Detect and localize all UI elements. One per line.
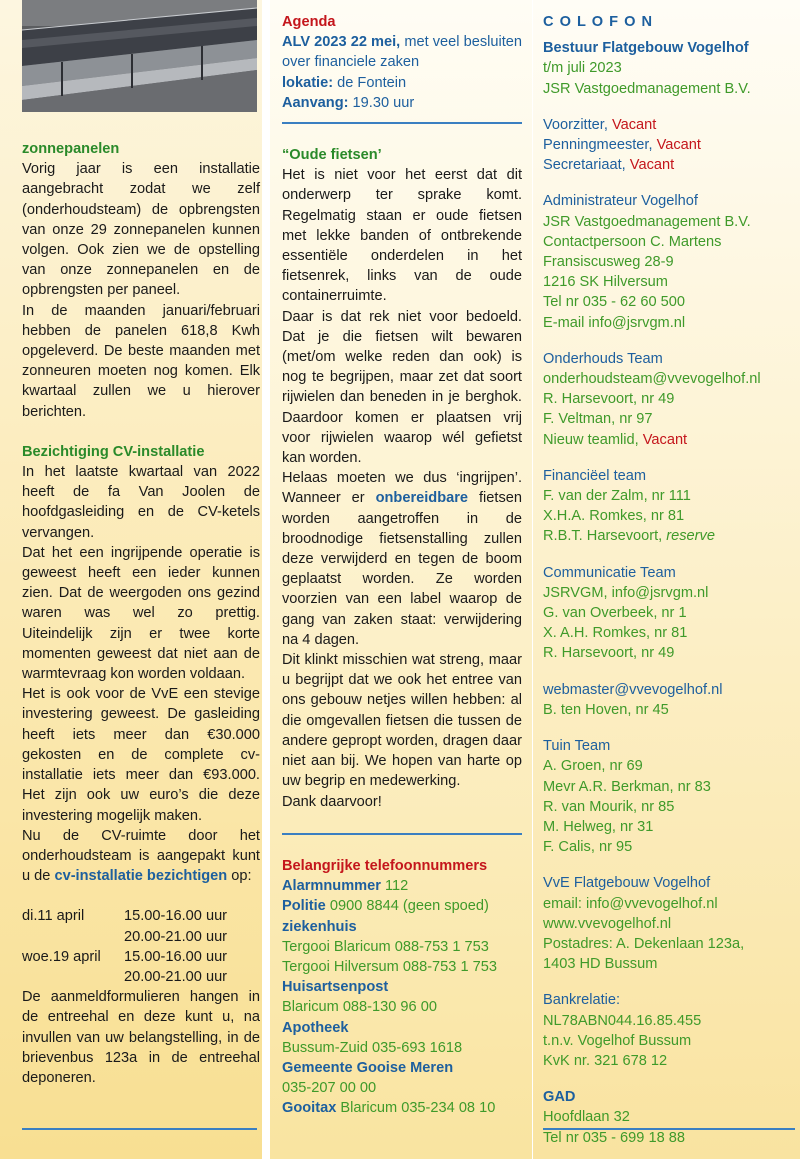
agenda-alv-text: met veel besluiten over financiele zaken bbox=[282, 34, 523, 71]
telefoon-gooitax-label: Gooitax bbox=[282, 1100, 337, 1117]
cv-section bbox=[22, 442, 260, 1088]
administrateur-title: Administrateur Vogelhof bbox=[543, 193, 698, 210]
schedule-day: di.11 april bbox=[22, 908, 85, 925]
onderhoud-new-member bbox=[543, 430, 795, 450]
cv-paragraph-2: Dat het een ingrijpende operatie is geweest heeft een ieder kunnen zien. Dat de weergoden ons gezind waren was wel zo prettig. Uiteindelijk zijn er twee korte momenten geweest dat niet aan de warmtevraag kon worden voldaan. bbox=[22, 544, 260, 683]
tuin-member: Mevr A.R. Berkman, nr 83 bbox=[543, 778, 711, 795]
cv-title: Bezichtiging CV-installatie bbox=[22, 443, 205, 460]
schedule-day bbox=[22, 927, 124, 947]
bestuur-line: JSR Vastgoedmanagement B.V. bbox=[543, 80, 751, 97]
telefoon-alarm bbox=[282, 876, 522, 896]
column-agenda-fietsen bbox=[270, 0, 532, 1159]
vve-title: VvE Flatgebouw Vogelhof bbox=[543, 875, 711, 892]
administrateur-line: 1216 SK Hilversum bbox=[543, 274, 668, 291]
solar-panels-icon bbox=[22, 0, 257, 112]
agenda-section bbox=[282, 12, 522, 113]
bestuur-line: t/m juli 2023 bbox=[543, 60, 622, 77]
schedule-time: 20.00-21.00 uur bbox=[124, 968, 228, 985]
telefoon-huisartsenpost-value: Blaricum 088-130 96 00 bbox=[282, 999, 437, 1016]
telefoon-huisartsenpost-label: Huisartsenpost bbox=[282, 979, 389, 996]
administrateur-line: JSR Vastgoedmanagement B.V. bbox=[543, 213, 751, 230]
fietsen-paragraph-5: Dank daarvoor! bbox=[282, 793, 382, 810]
colofon-divider-line bbox=[543, 1128, 795, 1130]
fietsen-title: “Oude fietsen’ bbox=[282, 147, 382, 163]
zonnepanelen-paragraph-1: Vorig jaar is een installatie aangebracht zodat we zelf (onderhoudsteam) de opbrengsten van onze 29 zonnepanelen kunnen volgen. Ook zien we de opstelling van onze zonnepanelen en de opbrengsten per paneel. bbox=[22, 161, 260, 299]
telefoon-gemeente-label: Gemeente Gooise Meren bbox=[282, 1060, 454, 1077]
role-label: Voorzitter, bbox=[543, 116, 612, 133]
fietsen-paragraph-4: Dit klinkt misschien wat streng, maar u begrijpt dat we ook het entree van ons gebouw netjes willen hebben: al die omgevallen fietsen die tussen de andere gepropt worden, dragen daar niet aan bij. We hopen van harte op uw begrip en medewerking. bbox=[282, 652, 522, 790]
telefoon-gemeente-value: 035-207 00 00 bbox=[282, 1080, 377, 1097]
colofon-title: C O L O F O N bbox=[543, 14, 654, 30]
schedule-row bbox=[22, 927, 227, 947]
agenda-divider-line bbox=[282, 122, 522, 124]
telefoon-apotheek-value: Bussum-Zuid 035-693 1618 bbox=[282, 1039, 463, 1056]
fietsen-divider-line bbox=[282, 833, 522, 835]
fietsen-section bbox=[282, 145, 522, 812]
zonnepanelen-title: zonnepanelen bbox=[22, 141, 120, 157]
telefoon-alarm-label: Alarmnummer bbox=[282, 878, 381, 895]
cv-paragraph-1: In het laatste kwartaal van 2022 heeft de fa Van Joolen de hoofdgasleiding en de CV-ketels vervangen. bbox=[22, 464, 260, 541]
telefoon-section bbox=[282, 856, 522, 1119]
telefoon-gooitax bbox=[282, 1098, 522, 1118]
bank-kvk: KvK nr. 321 678 12 bbox=[543, 1052, 668, 1069]
communicatie-title: Communicatie Team bbox=[543, 564, 676, 581]
tuin-member: F. Calis, nr 95 bbox=[543, 839, 633, 856]
vve-website: www.vvevogelhof.nl bbox=[543, 915, 672, 932]
bezichtiging-schedule bbox=[22, 906, 227, 987]
vve-postcode: 1403 HD Bussum bbox=[543, 956, 658, 973]
role-vacant: Vacant bbox=[656, 137, 701, 154]
financieel-reserve-name: R.B.T. Harsevoort, bbox=[543, 528, 667, 545]
communicatie-member: X. A.H. Romkes, nr 81 bbox=[543, 625, 688, 642]
tuin-member: R. van Mourik, nr 85 bbox=[543, 798, 675, 815]
cv-p4-pre: Nu de CV-ruimte door het onderhoudsteam is aangepakt kunt u de bbox=[22, 827, 260, 885]
onderhoud-email: onderhoudsteam@vvevogelhof.nl bbox=[543, 371, 761, 388]
bank-block bbox=[543, 990, 795, 1071]
financieel-block bbox=[543, 466, 795, 547]
administrateur-line: Contactpersoon C. Martens bbox=[543, 233, 722, 250]
fietsen-paragraph-2: Daar is dat rek niet voor bedoeld. Dat je die fietsen wilt bewaren (met/om welke reden dan ook) is nog te begrijpen, maar zet dat soort rijwielen dan beneden in je berghok. Daardoor komen er plaatsen vrij voor rijwielen waarop wél gefietst kan worden. bbox=[282, 308, 522, 467]
cv-bezichtigen-bold: cv-installatie bezichtigen bbox=[54, 868, 228, 885]
role-secretariaat bbox=[543, 155, 795, 175]
gad-title: GAD bbox=[543, 1089, 576, 1106]
agenda-lokatie-label: lokatie: bbox=[282, 74, 334, 91]
role-vacant: Vacant bbox=[629, 157, 675, 174]
vve-email: email: info@vvevogelhof.nl bbox=[543, 895, 718, 912]
cv-paragraph-3: Het is ook voor de VvE een stevige investering geweest. De gasleiding heeft iets meer dan €30.000 gekosten en de complete cv-installatie iets meer dan €93.000. Het zijn ook uw euro’s die deze investering mogelijk maken. bbox=[22, 686, 260, 824]
bestuur-title: Bestuur Flatgebouw Vogelhof bbox=[543, 40, 749, 57]
webmaster-member: B. ten Hoven, nr 45 bbox=[543, 701, 669, 718]
financieel-member: X.H.A. Romkes, nr 81 bbox=[543, 508, 685, 525]
onderhoud-member: F. Veltman, nr 97 bbox=[543, 411, 653, 428]
communicatie-member: R. Harsevoort, nr 49 bbox=[543, 645, 675, 662]
solar-panels-photo bbox=[22, 0, 257, 112]
administrateur-line: Tel nr 035 - 62 60 500 bbox=[543, 294, 685, 311]
role-vacant: Vacant bbox=[611, 116, 657, 133]
role-label: Secretariaat, bbox=[543, 157, 630, 174]
schedule-day: woe.19 april bbox=[22, 948, 101, 965]
fietsen-p3-pre: Helaas moeten we dus ‘ingrijpen’. Wanneer er bbox=[282, 470, 522, 507]
telefoon-ziekenhuis-hilversum: Tergooi Hilversum 088-753 1 753 bbox=[282, 959, 497, 976]
bank-tnv: t.n.v. Vogelhof Bussum bbox=[543, 1032, 692, 1049]
schedule-time: 15.00-16.00 uur bbox=[124, 948, 228, 965]
gad-phone: Tel nr 035 - 699 18 88 bbox=[543, 1129, 685, 1146]
column-colofon bbox=[533, 0, 800, 1159]
telefoon-politie bbox=[282, 896, 522, 916]
schedule-row bbox=[22, 906, 227, 926]
schedule-day bbox=[22, 967, 124, 987]
onderhoud-vacant: Vacant bbox=[642, 431, 688, 448]
communicatie-member: G. van Overbeek, nr 1 bbox=[543, 605, 687, 622]
webmaster-block bbox=[543, 680, 795, 720]
gad-address: Hoofdlaan 32 bbox=[543, 1109, 630, 1126]
financieel-reserve bbox=[543, 526, 795, 546]
zonnepanelen-section bbox=[22, 139, 260, 422]
administrateur-email: E-mail info@jsrvgm.nl bbox=[543, 314, 686, 331]
role-voorzitter bbox=[543, 115, 795, 135]
onderhoud-member: R. Harsevoort, nr 49 bbox=[543, 391, 675, 408]
administrateur-block bbox=[543, 191, 795, 332]
cv-paragraph-4 bbox=[22, 826, 260, 887]
agenda-title: Agenda bbox=[282, 14, 336, 30]
webmaster-email: webmaster@vvevogelhof.nl bbox=[543, 681, 723, 698]
telefoon-politie-label: Politie bbox=[282, 898, 326, 915]
telefoon-title: Belangrijke telefoonnummers bbox=[282, 858, 488, 874]
agenda-lokatie-value: de Fontein bbox=[333, 74, 407, 91]
telefoon-gooitax-value: Blaricum 035-234 08 10 bbox=[336, 1100, 496, 1117]
bank-iban: NL78ABN044.16.85.455 bbox=[543, 1012, 702, 1029]
communicatie-block bbox=[543, 563, 795, 664]
telefoon-apotheek-label: Apotheek bbox=[282, 1019, 349, 1036]
column-zonnepanelen-cv bbox=[0, 0, 262, 1159]
vve-postadres: Postadres: A. Dekenlaan 123a, bbox=[543, 935, 745, 952]
vve-block bbox=[543, 873, 795, 974]
bank-title: Bankrelatie: bbox=[543, 992, 621, 1009]
telefoon-alarm-value: 112 bbox=[380, 878, 409, 895]
onderhoud-new-label: Nieuw teamlid, bbox=[543, 431, 643, 448]
tuin-member: M. Helweg, nr 31 bbox=[543, 818, 654, 835]
schedule-time: 20.00-21.00 uur bbox=[124, 928, 228, 945]
schedule-row bbox=[22, 947, 227, 967]
communicatie-member: JSRVGM, info@jsrvgm.nl bbox=[543, 584, 709, 601]
schedule-time: 15.00-16.00 uur bbox=[124, 908, 228, 925]
fietsen-paragraph-3 bbox=[282, 468, 522, 650]
cv-closing-paragraph: De aanmeldformulieren hangen in de entreehal en deze kunt u, na invullen van uw belangstelling, in de brievenbus 123a in de entreehal deponeren. bbox=[22, 989, 260, 1086]
onderhoud-title: Onderhouds Team bbox=[543, 350, 663, 367]
financieel-title: Financiëel team bbox=[543, 467, 647, 484]
schedule-row bbox=[22, 967, 227, 987]
fietsen-p3-bold: onbereidbare bbox=[375, 490, 469, 507]
zonnepanelen-paragraph-2: In de maanden januari/februari hebben de panelen 618,8 Kwh opgeleverd. De beste maanden met zonneuren moeten nog komen. Elk kwartaal zullen we u hierover berichten. bbox=[22, 302, 260, 420]
roles-block bbox=[543, 115, 795, 176]
tuin-title: Tuin Team bbox=[543, 738, 611, 755]
telefoon-ziekenhuis-label: ziekenhuis bbox=[282, 918, 357, 935]
financieel-member: F. van der Zalm, nr 111 bbox=[543, 488, 691, 505]
gad-block bbox=[543, 1087, 795, 1148]
agenda-alv bbox=[282, 32, 522, 72]
agenda-lokatie bbox=[282, 73, 522, 93]
role-penningmeester bbox=[543, 135, 795, 155]
tuin-block bbox=[543, 736, 795, 857]
telefoon-ziekenhuis-blaricum: Tergooi Blaricum 088-753 1 753 bbox=[282, 938, 489, 955]
agenda-alv-date: ALV 2023 22 mei, bbox=[282, 34, 401, 51]
telefoon-politie-value: 0900 8844 (geen spoed) bbox=[325, 898, 489, 915]
fietsen-paragraph-1: Het is niet voor het eerst dat dit onderwerp ter sprake komt. Regelmatig staan er oude fietsen met lekke banden of ontbrekende essentiële onderdelen in het fietsenrek, links van de oude containerruimte. bbox=[282, 167, 522, 305]
column-divider-line bbox=[22, 1128, 257, 1130]
onderhoud-block bbox=[543, 349, 795, 450]
role-label: Penningmeester, bbox=[543, 137, 657, 154]
agenda-aanvang-value: 19.30 uur bbox=[348, 94, 415, 111]
bestuur-block bbox=[543, 38, 795, 99]
agenda-aanvang-label: Aanvang: bbox=[282, 94, 349, 111]
cv-p4-post: op: bbox=[227, 868, 252, 885]
tuin-member: A. Groen, nr 69 bbox=[543, 758, 643, 775]
fietsen-p3-post: fietsen worden aangetroffen in de broodnodige fietsenstalling zullen deze verwijderd en tegen de boom geplaatst worden. Ze worden voorzien van een label waarop de gang van zaken staat: verwijdering na 4 dagen. bbox=[282, 490, 522, 648]
financieel-reserve-label: reserve bbox=[666, 528, 715, 545]
agenda-aanvang bbox=[282, 93, 522, 113]
administrateur-line: Fransiscusweg 28-9 bbox=[543, 254, 674, 271]
